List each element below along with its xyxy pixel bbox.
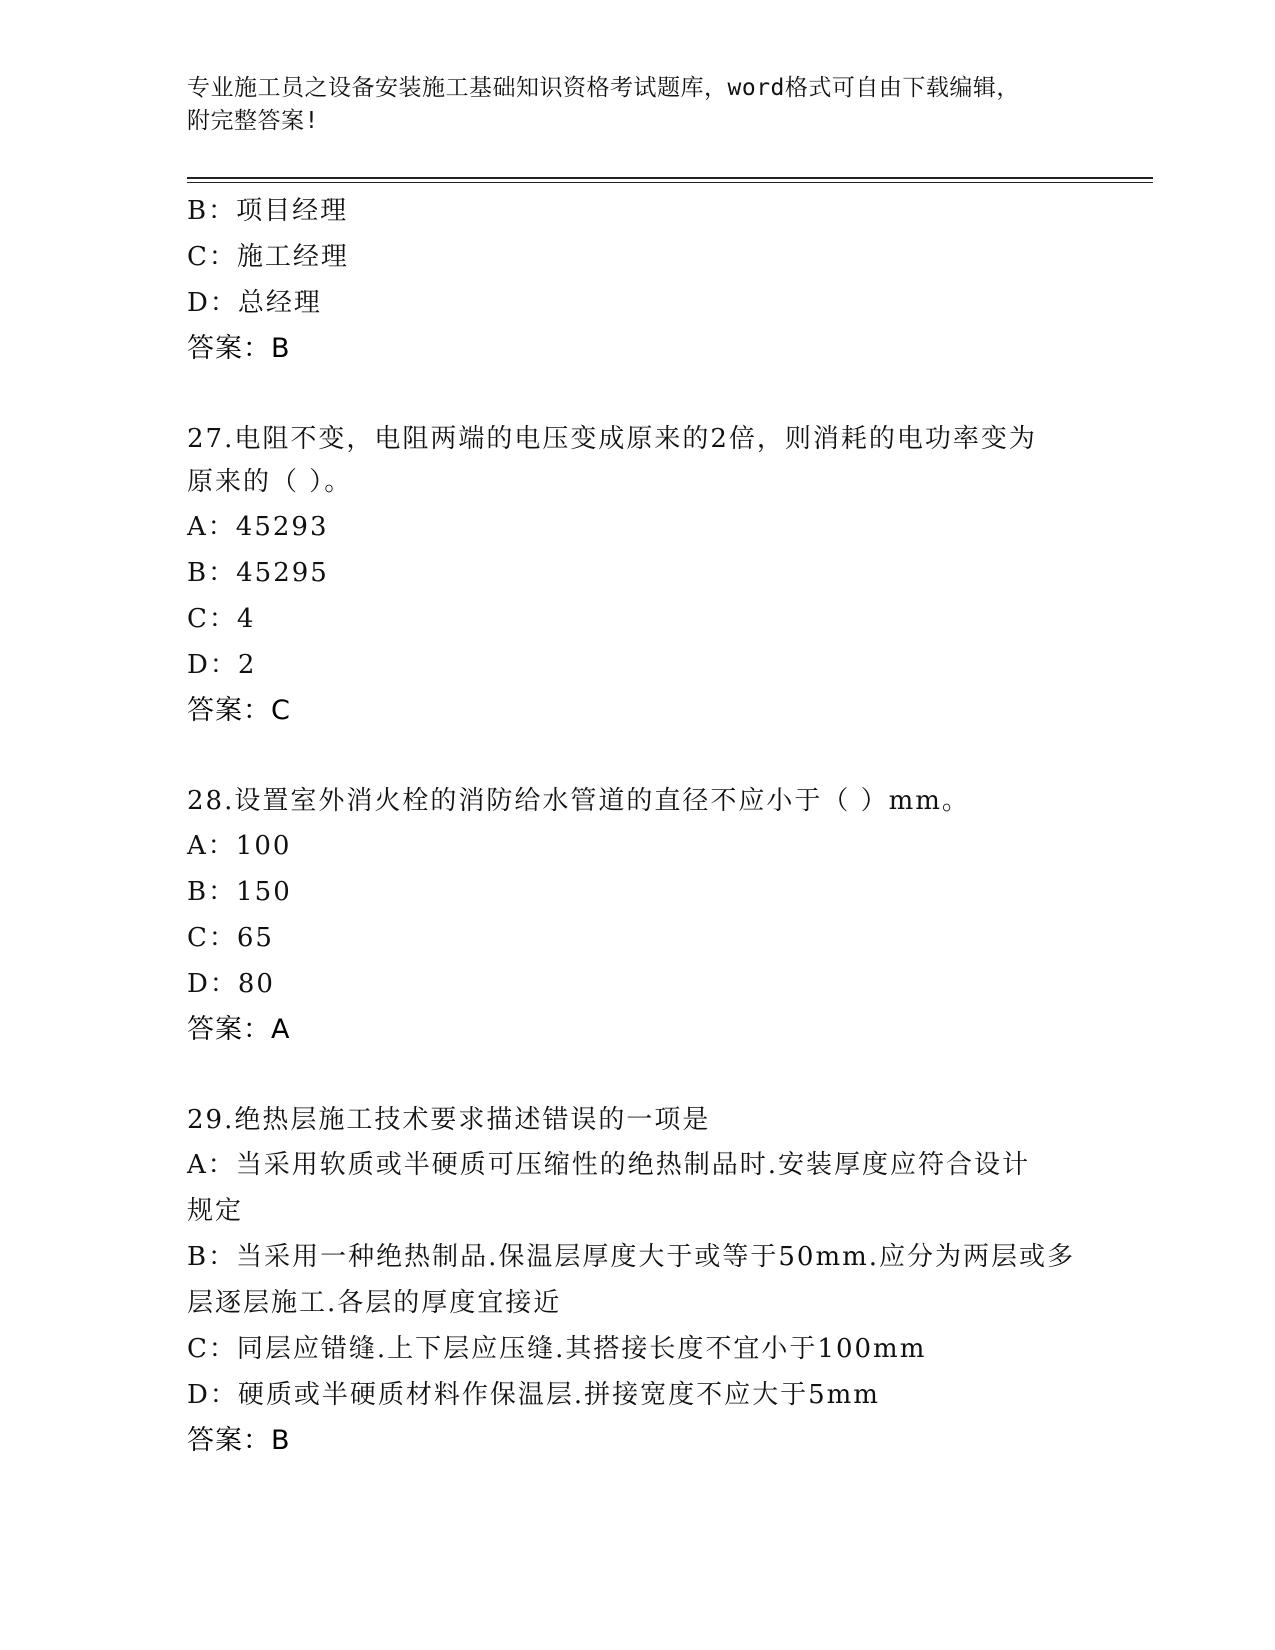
document-body (187, 188, 1087, 1464)
answer-line: 答案：B (187, 333, 291, 364)
question-stem: 28.设置室外消火栓的消防给水管道的直径不应小于（ ）mm。 (187, 786, 970, 816)
option-b: B：45295 (187, 558, 329, 588)
answer-line: 答案：B (187, 1425, 291, 1456)
question-28 (187, 780, 1087, 1053)
option-b-continued: 层逐层施工.各层的厚度宜接近 (187, 1288, 562, 1318)
option-d: D：硬质或半硬质材料作保温层.拼接宽度不应大于5mm (187, 1380, 880, 1410)
question-stem-continued: 原来的（ ）。 (187, 467, 353, 497)
option-a: A：100 (187, 831, 292, 861)
option-a-continued: 规定 (187, 1196, 244, 1226)
option-d: D：80 (187, 969, 275, 999)
question-26-continued (187, 188, 1087, 372)
option-b: B：当采用一种绝热制品.保温层厚度大于或等于50mm.应分为两层或多 (187, 1242, 1076, 1272)
option-c: C：同层应错缝.上下层应压缝.其搭接长度不宜小于100mm (187, 1334, 927, 1364)
question-29 (187, 1099, 1087, 1464)
option-d: D：总经理 (187, 288, 322, 318)
question-stem: 29.绝热层施工技术要求描述错误的一项是 (187, 1105, 711, 1135)
option-a: A：45293 (187, 512, 329, 542)
answer-line: 答案：C (187, 695, 291, 726)
question-27 (187, 418, 1087, 734)
answer-line: 答案：A (187, 1014, 291, 1045)
page-header (187, 72, 1087, 138)
option-b: B：150 (187, 877, 292, 907)
option-b: B：项目经理 (187, 196, 349, 226)
question-stem: 27.电阻不变，电阻两端的电压变成原来的2倍，则消耗的电功率变为 (187, 424, 1037, 454)
option-c: C：4 (187, 604, 256, 634)
option-c: C：65 (187, 923, 274, 953)
header-line-1: 专业施工员之设备安装施工基础知识资格考试题库，word格式可自由下载编辑， (187, 75, 1020, 101)
option-c: C：施工经理 (187, 242, 349, 272)
option-d: D：2 (187, 650, 257, 680)
option-a: A：当采用软质或半硬质可压缩性的绝热制品时.安装厚度应符合设计 (187, 1150, 1031, 1180)
header-divider (187, 177, 1153, 183)
header-line-2: 附完整答案! (187, 108, 319, 134)
